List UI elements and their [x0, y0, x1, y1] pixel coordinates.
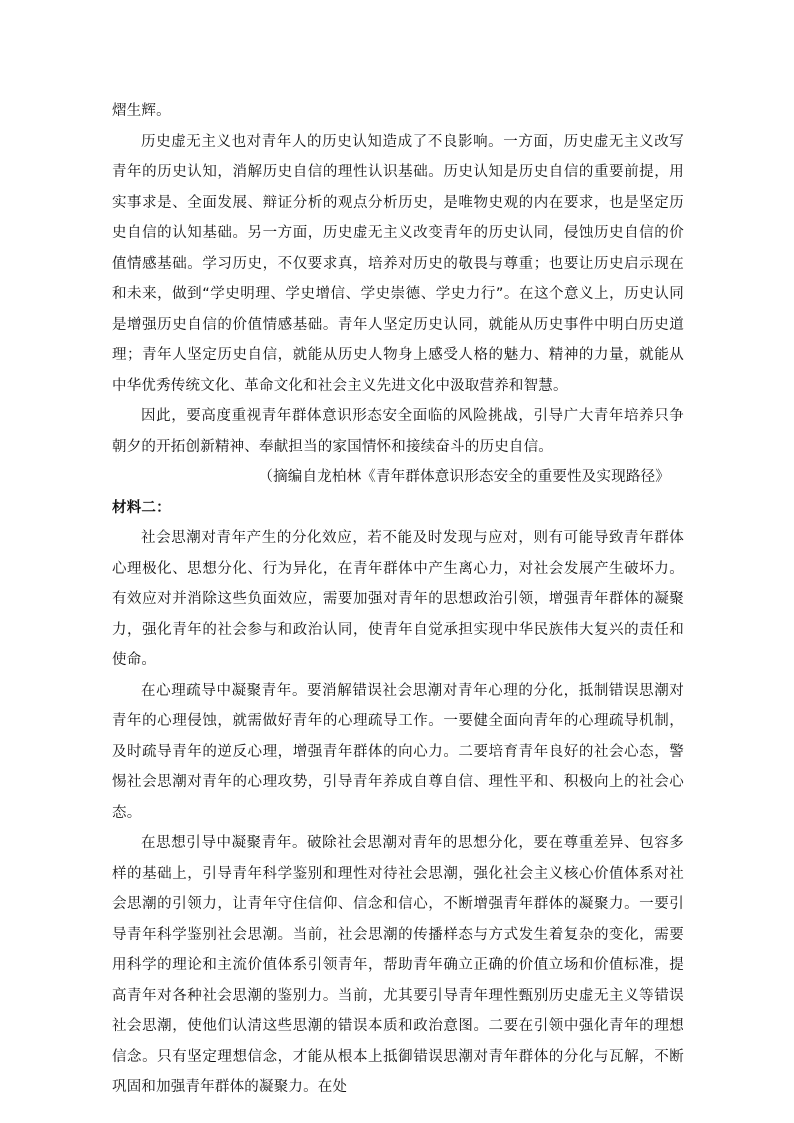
document-page — [112, 96, 684, 1103]
paragraph: 在思想引导中凝聚青年。破除社会思潮对青年的思想分化，要在尊重差异、包容多样的基础上，引导青年科学鉴别和理性对待社会思潮，强化社会主义核心价值体系对社会思潮的引领力，让青年守住信仰、信念和信心，不断增强青年群体的凝聚力。一要引导青年科学鉴别社会思潮。当前，社会思潮的传播样态与方式发生着复杂的变化，需要用科学的理论和主流价值体系引领青年，帮助青年确立正确的价值立场和价值标准，提高青年对各种社会思潮的鉴别力。当前，尤其要引导青年理性甄别历史虚无主义等错误社会思潮，使他们认清这些思潮的错误本质和政治意图。二要在引领中强化青年的理想信念。只有坚定理想信念，才能从根本上抵御错误思潮对青年群体的分化与瓦解，不断巩固和加强青年群体的凝聚力。在处 — [112, 835, 684, 1095]
paragraph: 历史虚无主义也对青年人的历史认知造成了不良影响。一方面，历史虚无主义改写青年的历史认知，消解历史自信的理性认识基础。历史认知是历史自信的重要前提，用实事求是、全面发展、辩证分析的观点分析历史，是唯物史观的内在要求，也是坚定历史自信的认知基础。另一方面，历史虚无主义改变青年的历史认同，侵蚀历史自信的价值情感基础。学习历史，不仅要求真，培养对历史的敬畏与尊重；也要让历史启示现在和未来，做到“学史明理、学史增信、学史崇德、学史力行”。在这个意义上，历史认同是增强历史自信的价值情感基础。青年人坚定历史认同，就能从历史事件中明白历史道理；青年人坚定历史自信，就能从历史人物身上感受人格的魅力、精神的力量，就能从中华优秀传统文化、革命文化和社会主义先进文化中汲取营养和智慧。 — [112, 133, 684, 394]
paragraph: 在心理疏导中凝聚青年。要消解错误社会思潮对青年心理的分化，抵制错误思潮对青年的心理侵蚀，就需做好青年的心理疏导工作。一要健全面向青年的心理疏导机制，及时疏导青年的逆反心理，增强青年群体的向心力。二要培育青年良好的社会心态，警惕社会思潮对青年的心理攻势，引导青年养成自尊自信、理性平和、积极向上的社会心态。 — [112, 682, 684, 821]
source-citation: （摘编自龙柏林《青年群体意识形态安全的重要性及实现路径》 — [258, 469, 670, 485]
paragraph: 熠生辉。 — [112, 103, 171, 119]
paragraph: 社会思潮对青年产生的分化效应，若不能及时发现与应对，则有可能导致青年群体心理极化、思想分化、行为异化，在青年群体中产生离心力，对社会发展产生破坏力。有效应对并消除这些负面效应，需要加强对青年的思想政治引领，增强青年群体的凝聚力，强化青年的社会参与和政治认同，使青年自觉承担实现中华民族伟大复兴的责任和使命。 — [112, 530, 684, 668]
section-heading: 材料二： — [112, 499, 171, 516]
paragraph: 因此，要高度重视青年群体意识形态安全面临的风险挑战，引导广大青年培养只争朝夕的开拓创新精神、奉献担当的家国情怀和接续奋斗的历史自信。 — [112, 408, 684, 455]
